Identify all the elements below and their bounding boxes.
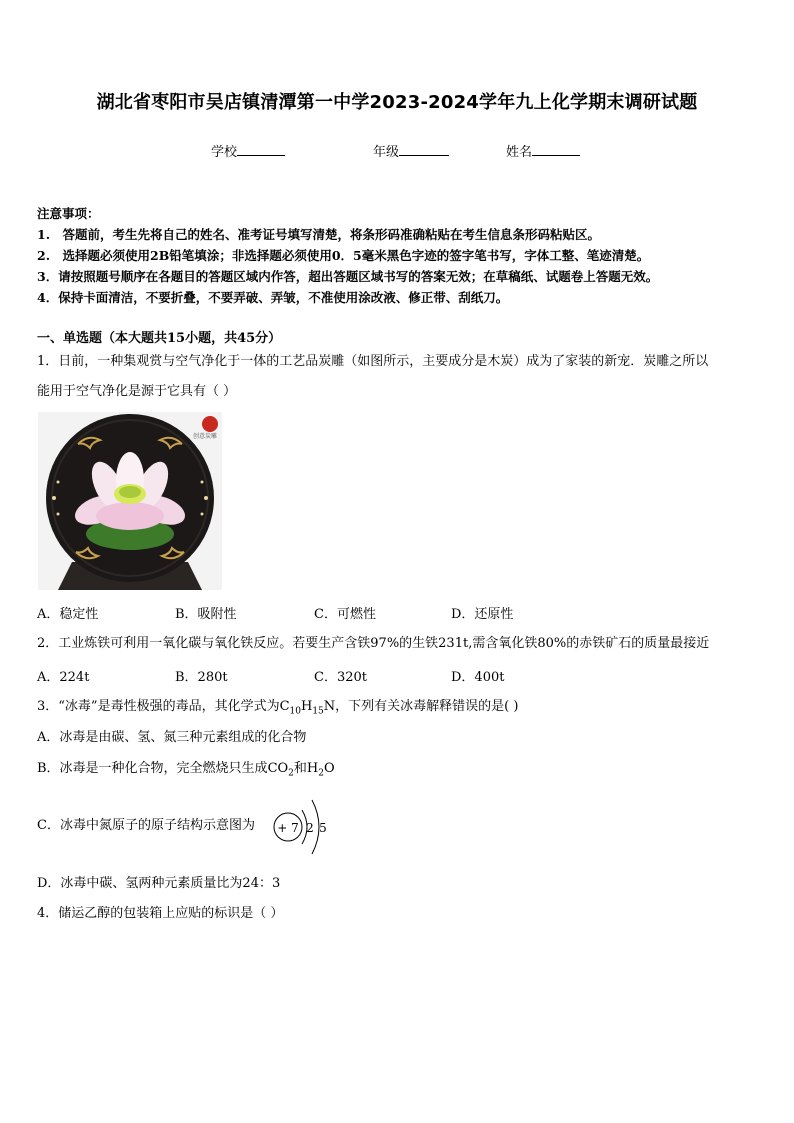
q1-option-d[interactable]: D．还原性 (451, 607, 514, 622)
q3-option-c[interactable]: C．冰毒中氮原子的原子结构示意图为 (37, 818, 255, 833)
note-item-4: 4．保持卡面清洁，不要折叠，不要弄破、弄皱，不准使用涂改液、修正带、刮纸刀。 (37, 290, 509, 305)
q4-line1: 4．储运乙醇的包装箱上应贴的标识是（ ） (37, 906, 284, 921)
q1-option-a[interactable]: A．稳定性 (37, 607, 99, 622)
q1-line2: 能用于空气净化是源于它具有（ ） (37, 384, 237, 399)
q1-line1: 1．日前，一种集观赏与空气净化于一体的工艺品炭雕（如图所示，主要成分是木炭）成为了家装的新宠．炭雕之所以 (37, 354, 709, 369)
q3-formula: $C_{10}H_{15}N$ (279, 699, 336, 717)
note-item-3: 3．请按照题号顺序在各题目的答题区域内作答，超出答题区域书写的答案无效；在草稿纸、试题卷上答题无效。 (37, 269, 659, 284)
name-label: 姓名 (506, 145, 533, 160)
q2-option-c[interactable]: C．320t (314, 670, 367, 685)
q2-option-a[interactable]: A．224t (37, 670, 90, 685)
name-blank[interactable] (532, 143, 580, 156)
atom-nucleus-label: + 7 (277, 821, 299, 835)
school-field (211, 141, 285, 160)
q3-stem (37, 697, 518, 722)
q3-stem-prefix: 3．“冰毒”是毒性极强的毒品，其化学式为 (37, 699, 280, 714)
q1-option-c[interactable]: C．可燃性 (314, 607, 376, 622)
school-label: 学校 (211, 145, 238, 160)
school-blank[interactable] (237, 143, 285, 156)
q2-option-d[interactable]: D．400t (451, 670, 505, 685)
grade-blank[interactable] (399, 143, 449, 156)
nitrogen-atom-diagram (270, 792, 340, 862)
note-item-2: 2. 选择题必须使用2B铅笔填涂；非选择题必须使用0．5毫米黑色字迹的签字笔书写，字体工整、笔迹清楚。 (37, 248, 650, 263)
photo-stamp-text: 创意炭雕 (193, 433, 218, 440)
name-field (506, 141, 580, 160)
q3-stem-suffix: ，下列有关冰毒解释错误的是( ) (335, 699, 519, 714)
section-title: 一、单选题（本大题共15小题，共45分） (37, 331, 282, 346)
grade-label: 年级 (373, 145, 400, 160)
atom-shell2-label: 5 (319, 821, 327, 835)
grade-field (373, 141, 449, 160)
q2-line1: 2．工业炼铁可利用一氧化碳与氧化铁反应。若要生产含铁97%的生铁231t,需含氧化铁80%的赤铁矿石的质量最接近 (37, 636, 710, 651)
atom-shell1-label: 2 (306, 821, 314, 835)
exam-title: 湖北省枣阳市吴店镇清潭第一中学2023-2024学年九上化学期末调研试题 (96, 92, 698, 113)
q2-option-b[interactable]: B．280t (175, 670, 228, 685)
q1-option-b[interactable]: B．吸附性 (175, 607, 237, 622)
q3-option-b[interactable]: B．冰毒是一种化合物，完全燃烧只生成$CO_2$和$H_2O$ (37, 761, 335, 779)
notes-heading: 注意事项： (37, 206, 100, 221)
notes-block (37, 203, 658, 308)
q3-option-d[interactable]: D．冰毒中碳、氢两种元素质量比为24：3 (37, 876, 281, 891)
note-item-1: 1. 答题前，考生先将自己的姓名、准考证号填写清楚，将条形码准确粘贴在考生信息条形码粘贴区。 (37, 227, 601, 242)
q3-option-a[interactable]: A．冰毒是由碳、氢、氮三种元素组成的化合物 (37, 730, 307, 745)
